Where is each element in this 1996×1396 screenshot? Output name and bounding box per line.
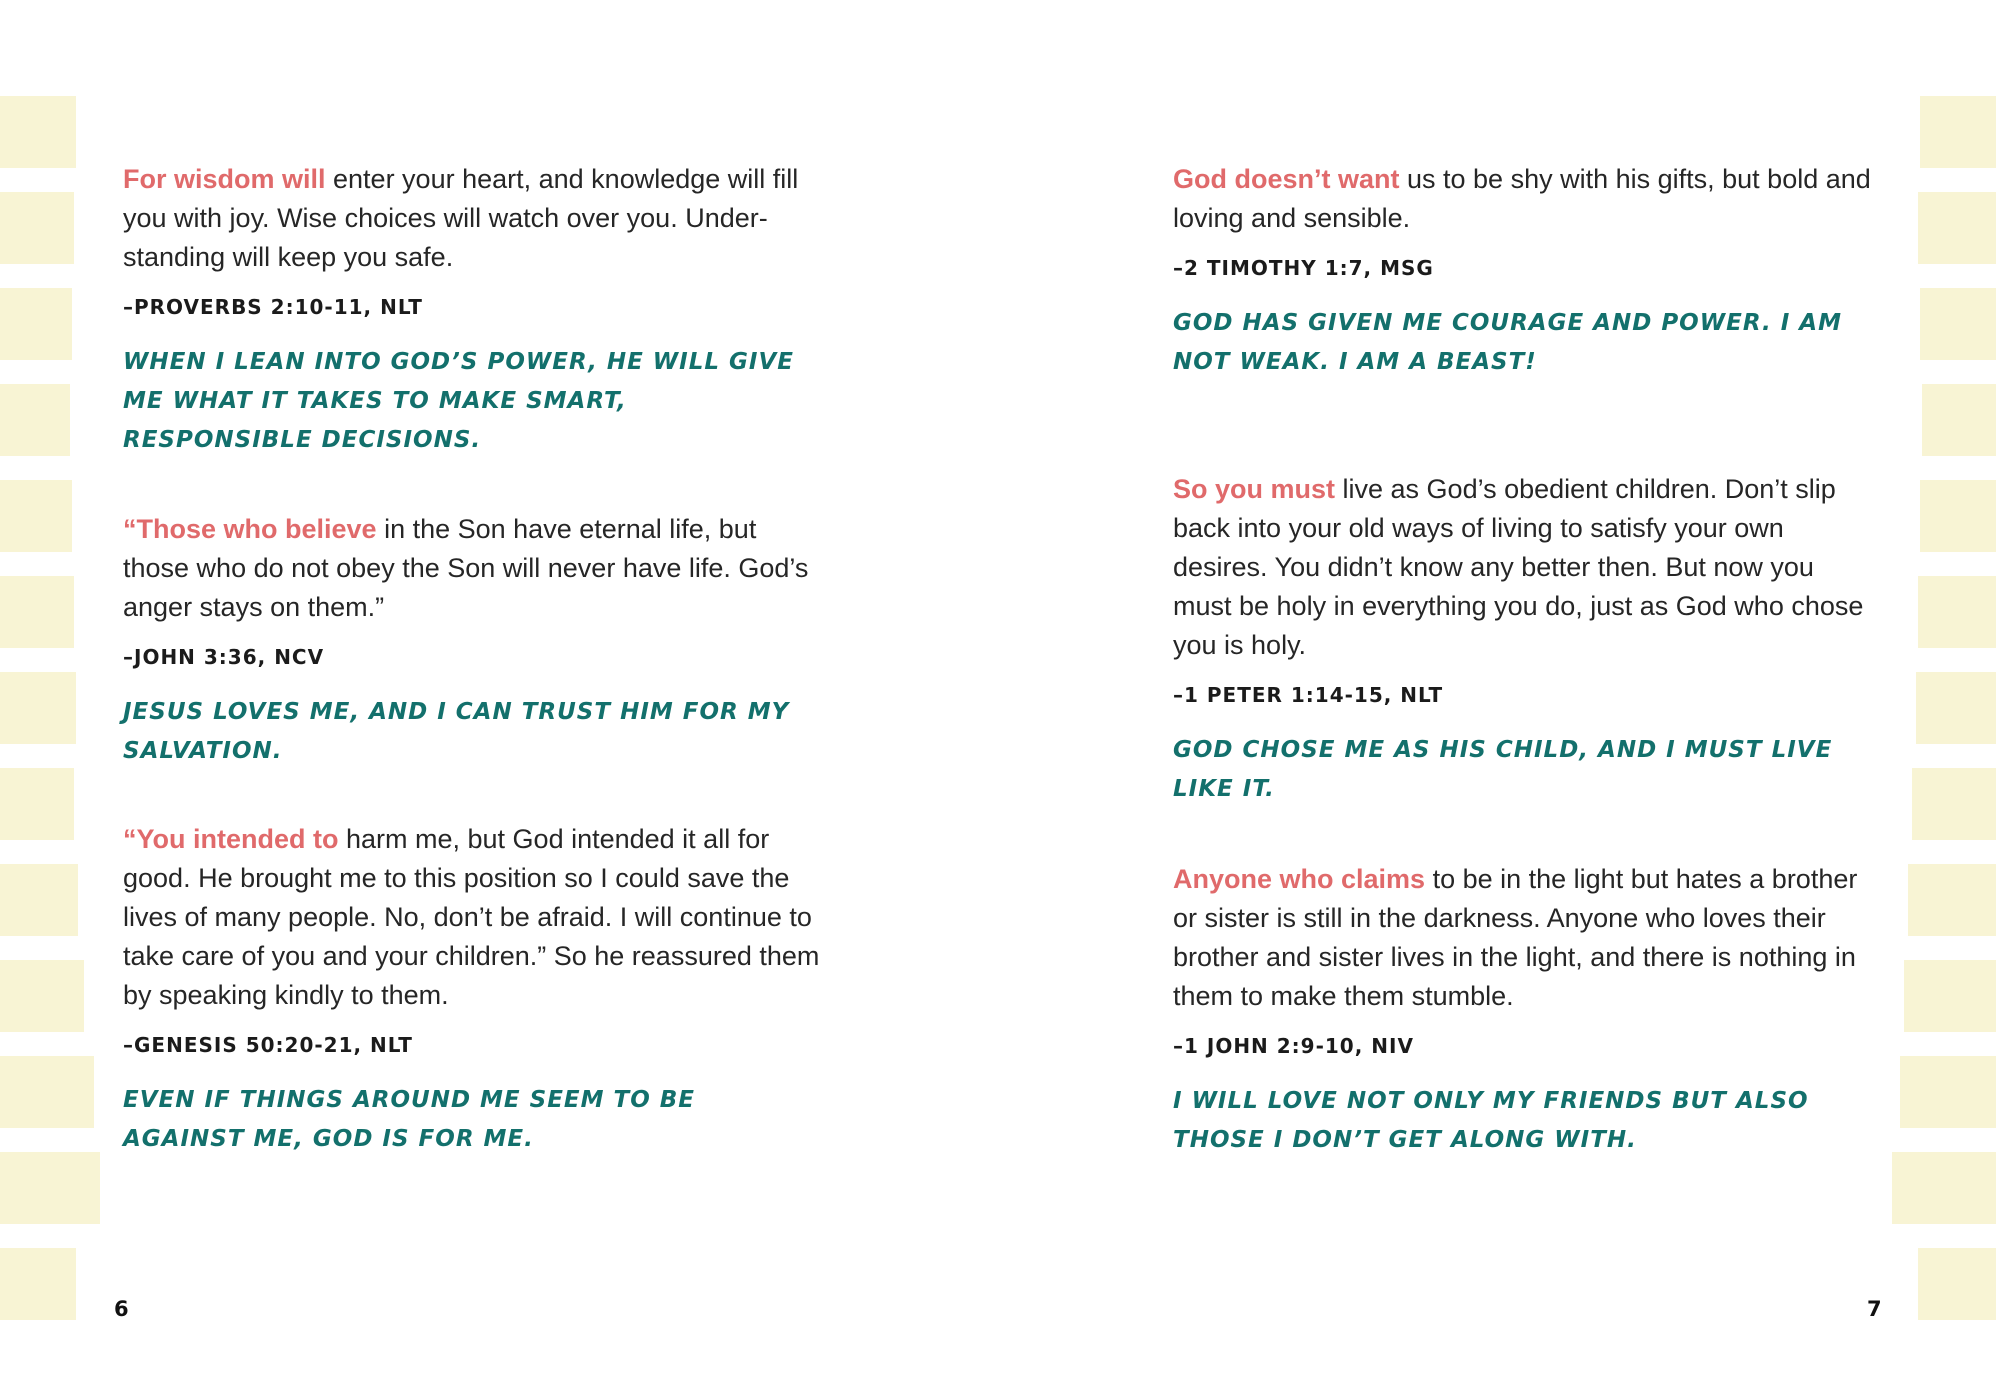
stripe bbox=[1912, 768, 1996, 840]
verse-reference: –1 JOHN 2:9-10, NIV bbox=[1173, 1034, 1414, 1058]
stripe bbox=[0, 576, 74, 648]
verse-lead: God doesn’t want bbox=[1173, 164, 1400, 194]
stripe bbox=[1916, 672, 1996, 744]
verse-lead: So you must bbox=[1173, 474, 1336, 504]
verse-text bbox=[1173, 160, 1873, 238]
verse-reference: –GENESIS 50:20-21, NLT bbox=[123, 1033, 413, 1057]
verse-lead: “Those who believe bbox=[123, 514, 377, 544]
stripe bbox=[1908, 864, 1996, 936]
verse-reference: –JOHN 3:36, NCV bbox=[123, 645, 325, 669]
stripe bbox=[1904, 960, 1996, 1032]
stripe bbox=[0, 768, 74, 840]
affirmation: GOD CHOSE ME AS HIS CHILD, AND I MUST LIVE LIKE IT. bbox=[1173, 737, 1833, 802]
left-edge-stripes bbox=[0, 0, 110, 1396]
stripe bbox=[0, 96, 76, 168]
stripe bbox=[1920, 288, 1996, 360]
verse-entry bbox=[1173, 160, 1873, 382]
verse-text bbox=[123, 820, 823, 1015]
stripe bbox=[1920, 96, 1996, 168]
verse-lead: “You intended to bbox=[123, 824, 339, 854]
verse-entry bbox=[123, 510, 823, 771]
stripe bbox=[1900, 1056, 1996, 1128]
stripe bbox=[1892, 1152, 1996, 1224]
affirmation: WHEN I LEAN INTO GOD’S POWER, HE WILL GIVE ME WHAT IT TAKES TO MAKE SMART, RESPONSIBLE DECISIONS. bbox=[123, 349, 794, 453]
verse-entry bbox=[1173, 860, 1873, 1160]
right-edge-stripes bbox=[1886, 0, 1996, 1396]
verse-body: harm me, but God intended it all for good. He brought me to this position so I could save the lives of many people. No, don’t be afraid. I will continue to take care of you and your children.” So he reassured them by speaking kindly to them. bbox=[123, 824, 820, 1010]
verse-entry bbox=[123, 820, 823, 1159]
stripe bbox=[0, 192, 74, 264]
verse-reference: –1 PETER 1:14-15, NLT bbox=[1173, 683, 1444, 707]
verse-lead: For wisdom will bbox=[123, 164, 326, 194]
page-number-left: 6 bbox=[114, 1297, 129, 1321]
verse-body: to be in the light but hates a brother or sister is still in the darkness. Anyone who loves their brother and sister lives in the light, and there is nothing in them to make them stumble. bbox=[1173, 864, 1858, 1011]
verse-entry bbox=[1173, 470, 1873, 809]
verse-text bbox=[123, 510, 823, 627]
stripe bbox=[1920, 480, 1996, 552]
stripe bbox=[0, 864, 78, 936]
stripe bbox=[0, 1056, 94, 1128]
stripe bbox=[0, 672, 76, 744]
stripe bbox=[0, 480, 72, 552]
verse-text bbox=[1173, 470, 1873, 665]
stripe bbox=[1918, 576, 1996, 648]
stripe bbox=[1918, 192, 1996, 264]
stripe bbox=[1922, 384, 1996, 456]
verse-lead: Anyone who claims bbox=[1173, 864, 1426, 894]
verse-entry bbox=[123, 160, 823, 460]
verse-body: us to be shy with his gifts, but bold and loving and sensible. bbox=[1173, 164, 1871, 233]
stripe bbox=[1918, 1248, 1996, 1320]
stripe bbox=[0, 1248, 76, 1320]
affirmation: EVEN IF THINGS AROUND ME SEEM TO BE AGAINST ME, GOD IS FOR ME. bbox=[123, 1087, 696, 1152]
affirmation: GOD HAS GIVEN ME COURAGE AND POWER. I AM NOT WEAK. I AM A BEAST! bbox=[1173, 310, 1842, 375]
verse-reference: –PROVERBS 2:10-11, NLT bbox=[123, 295, 423, 319]
verse-body: in the Son have eternal life, but those who do not obey the Son will never have life. God’s anger stays on them.” bbox=[123, 514, 809, 622]
verse-text bbox=[1173, 860, 1873, 1016]
verse-reference: –2 TIMOTHY 1:7, MSG bbox=[1173, 256, 1434, 280]
verse-body: enter your heart, and knowledge will fill you with joy. Wise choices will watch over you. Under-standing will keep you safe. bbox=[123, 164, 799, 272]
stripe bbox=[0, 384, 70, 456]
stripe bbox=[0, 960, 84, 1032]
stripe bbox=[0, 1152, 100, 1224]
verse-text bbox=[123, 160, 823, 277]
page-number-right: 7 bbox=[1867, 1297, 1882, 1321]
affirmation: JESUS LOVES ME, AND I CAN TRUST HIM FOR MY SALVATION. bbox=[123, 699, 790, 764]
stripe bbox=[0, 288, 72, 360]
affirmation: I WILL LOVE NOT ONLY MY FRIENDS BUT ALSO THOSE I DON’T GET ALONG WITH. bbox=[1173, 1088, 1809, 1153]
verse-body: live as God’s obedient children. Don’t slip back into your old ways of living to satisfy your own desires. You didn’t know any better then. But now you must be holy in everything you do, just as God who chose you is holy. bbox=[1173, 474, 1864, 660]
